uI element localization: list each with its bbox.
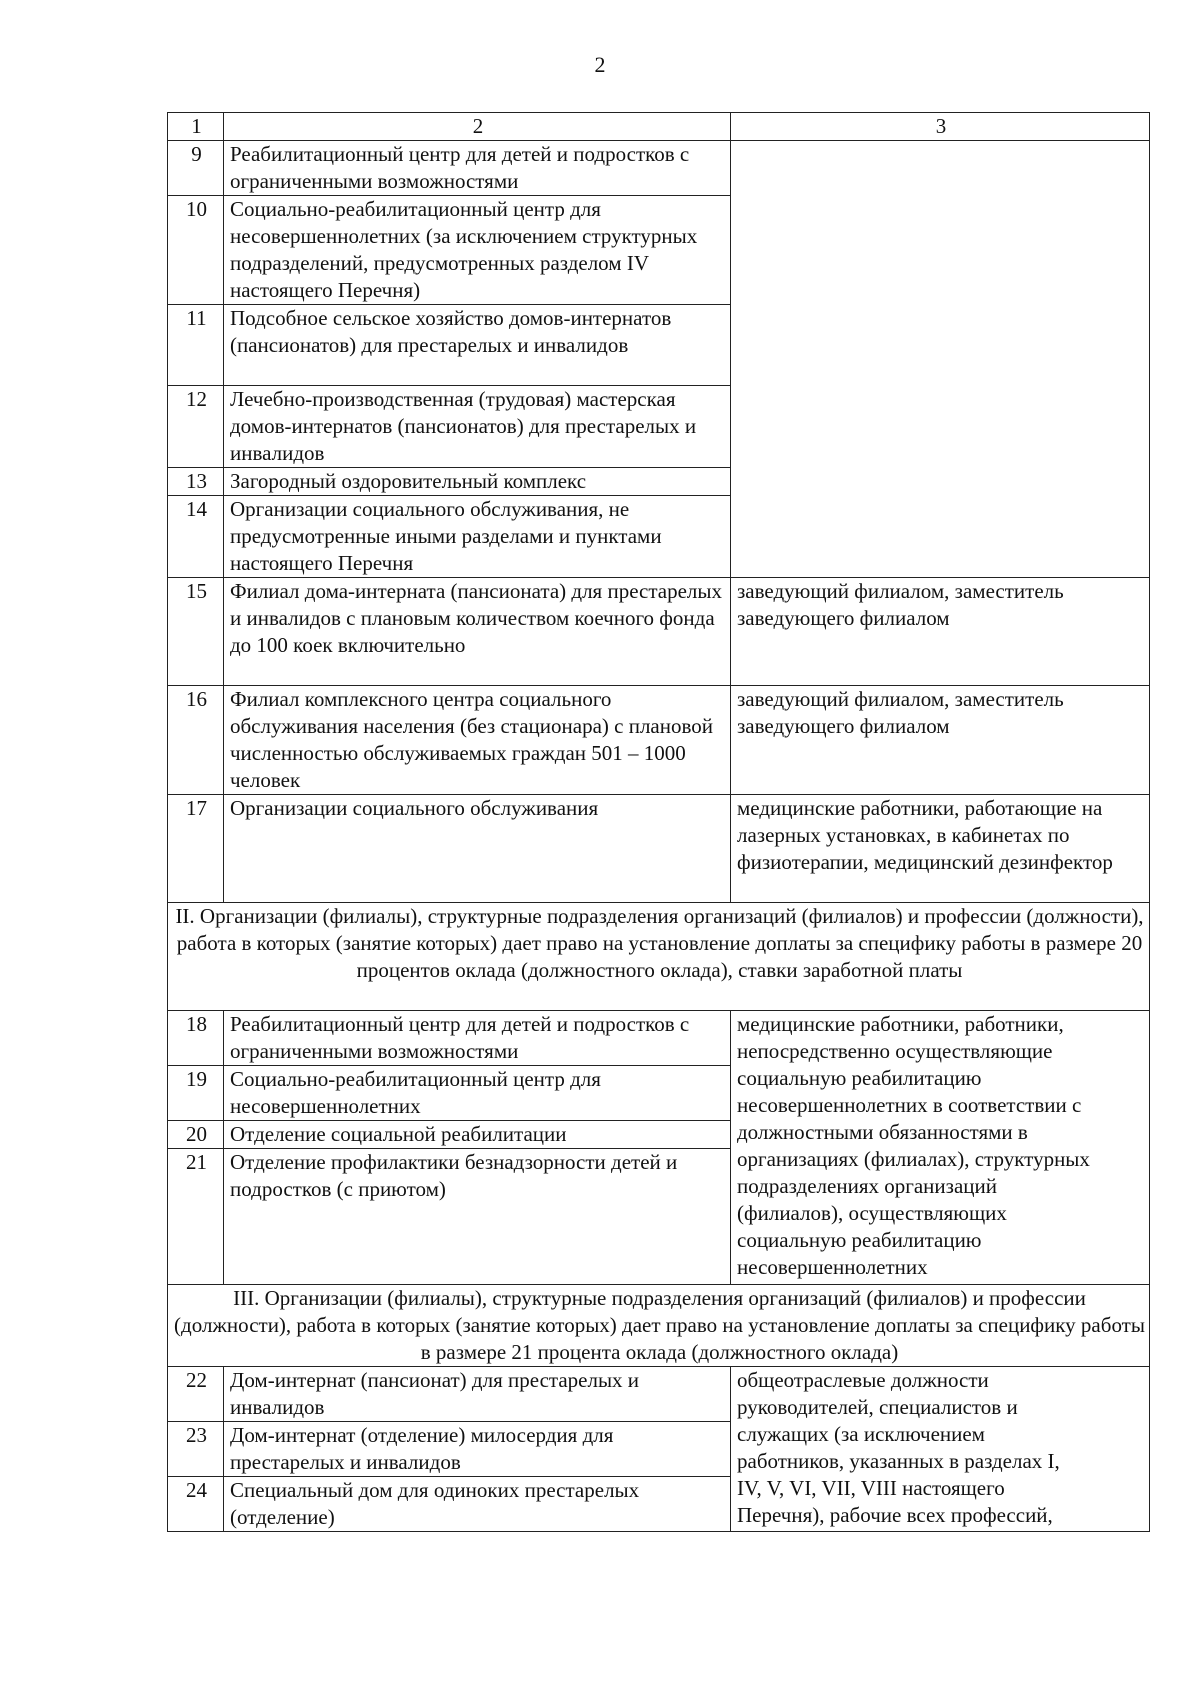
row-number: 13 [168,468,224,496]
positions-cell-empty [731,141,1150,578]
row-number: 15 [168,578,224,686]
row-number: 22 [168,1367,224,1422]
table-row [168,795,1150,903]
organization-name: Организации социального обслуживания [224,795,731,903]
header-col-3: 3 [731,113,1150,141]
positions-cell: медицинские работники, работающие на лазерных установках, в кабинетах по физиотерапии, медицинский дезинфектор [731,795,1150,903]
table-row [168,1367,1150,1422]
table-row [168,141,1150,196]
row-number: 19 [168,1066,224,1121]
row-number: 12 [168,386,224,468]
positions-cell-section-2: медицинские работники, работники, непосредственно осуществляющие социальную реабилитацию несовершеннолетних в соответствии с должностными обязанностями в организациях (филиалах), структурных подразделениях организаций (филиалов), осуществляющих социальную реабилитацию несовершеннолетних [731,1011,1150,1285]
section-heading-row [168,1285,1150,1367]
row-number: 14 [168,496,224,578]
organization-name: Отделение социальной реабилитации [224,1121,731,1149]
page-number: 2 [594,52,606,77]
organization-name: Лечебно-производственная (трудовая) мастерская домов-интернатов (пансионатов) для престарелых и инвалидов [224,386,731,468]
row-number: 18 [168,1011,224,1066]
organization-name: Социально-реабилитационный центр для несовершеннолетних [224,1066,731,1121]
section-2-heading: II. Организации (филиалы), структурные подразделения организаций (филиалов) и профессии (должности), работа в которых (занятие которых) дает право на установление доплаты за специфику работы в размере 20 процентов оклада (должностного оклада), ставки заработной платы [168,903,1150,1011]
row-number: 16 [168,686,224,795]
header-col-2: 2 [224,113,731,141]
organization-name: Филиал комплексного центра социального обслуживания населения (без стационара) с плановой численностью обслуживаемых граждан 501 – 1000 человек [224,686,731,795]
header-col-1: 1 [168,113,224,141]
organization-name: Загородный оздоровительный комплекс [224,468,731,496]
section-heading-row [168,903,1150,1011]
positions-cell: заведующий филиалом, заместитель заведующего филиалом [731,578,1150,686]
row-number: 9 [168,141,224,196]
organization-name: Реабилитационный центр для детей и подростков с ограниченными возможностями [224,141,731,196]
row-number: 20 [168,1121,224,1149]
positions-cell: заведующий филиалом, заместитель заведующего филиалом [731,686,1150,795]
row-number: 17 [168,795,224,903]
table-row [168,578,1150,686]
organization-name: Дом-интернат (пансионат) для престарелых и инвалидов [224,1367,731,1422]
organization-name: Реабилитационный центр для детей и подростков с ограниченными возможностями [224,1011,731,1066]
table-header-row [168,113,1150,141]
table-row [168,686,1150,795]
table-row [168,1011,1150,1066]
row-number: 11 [168,305,224,386]
organization-name: Социально-реабилитационный центр для несовершеннолетних (за исключением структурных подразделений, предусмотренных разделом IV настоящего Перечня) [224,196,731,305]
organization-name: Дом-интернат (отделение) милосердия для престарелых и инвалидов [224,1422,731,1477]
organization-name: Филиал дома-интерната (пансионата) для престарелых и инвалидов с плановым количеством коечного фонда до 100 коек включительно [224,578,731,686]
row-number: 21 [168,1149,224,1285]
organization-name: Организации социального обслуживания, не предусмотренные иными разделами и пунктами настоящего Перечня [224,496,731,578]
row-number: 23 [168,1422,224,1477]
organization-name: Отделение профилактики безнадзорности детей и подростков (с приютом) [224,1149,731,1285]
positions-cell-section-3: общеотраслевые должности руководителей, специалистов и служащих (за исключением работников, указанных в разделах I, IV, V, VI, VII, VIII настоящего Перечня), рабочие всех профессий, [731,1367,1150,1532]
organization-name: Подсобное сельское хозяйство домов-интернатов (пансионатов) для престарелых и инвалидов [224,305,731,386]
section-3-heading: III. Организации (филиалы), структурные подразделения организаций (филиалов) и профессии (должности), работа в которых (занятие которых) дает право на установление доплаты за специфику работы в размере 21 процента оклада (должностного оклада) [168,1285,1150,1367]
row-number: 10 [168,196,224,305]
row-number: 24 [168,1477,224,1532]
organization-name: Специальный дом для одиноких престарелых (отделение) [224,1477,731,1532]
list-table [167,112,1150,1532]
